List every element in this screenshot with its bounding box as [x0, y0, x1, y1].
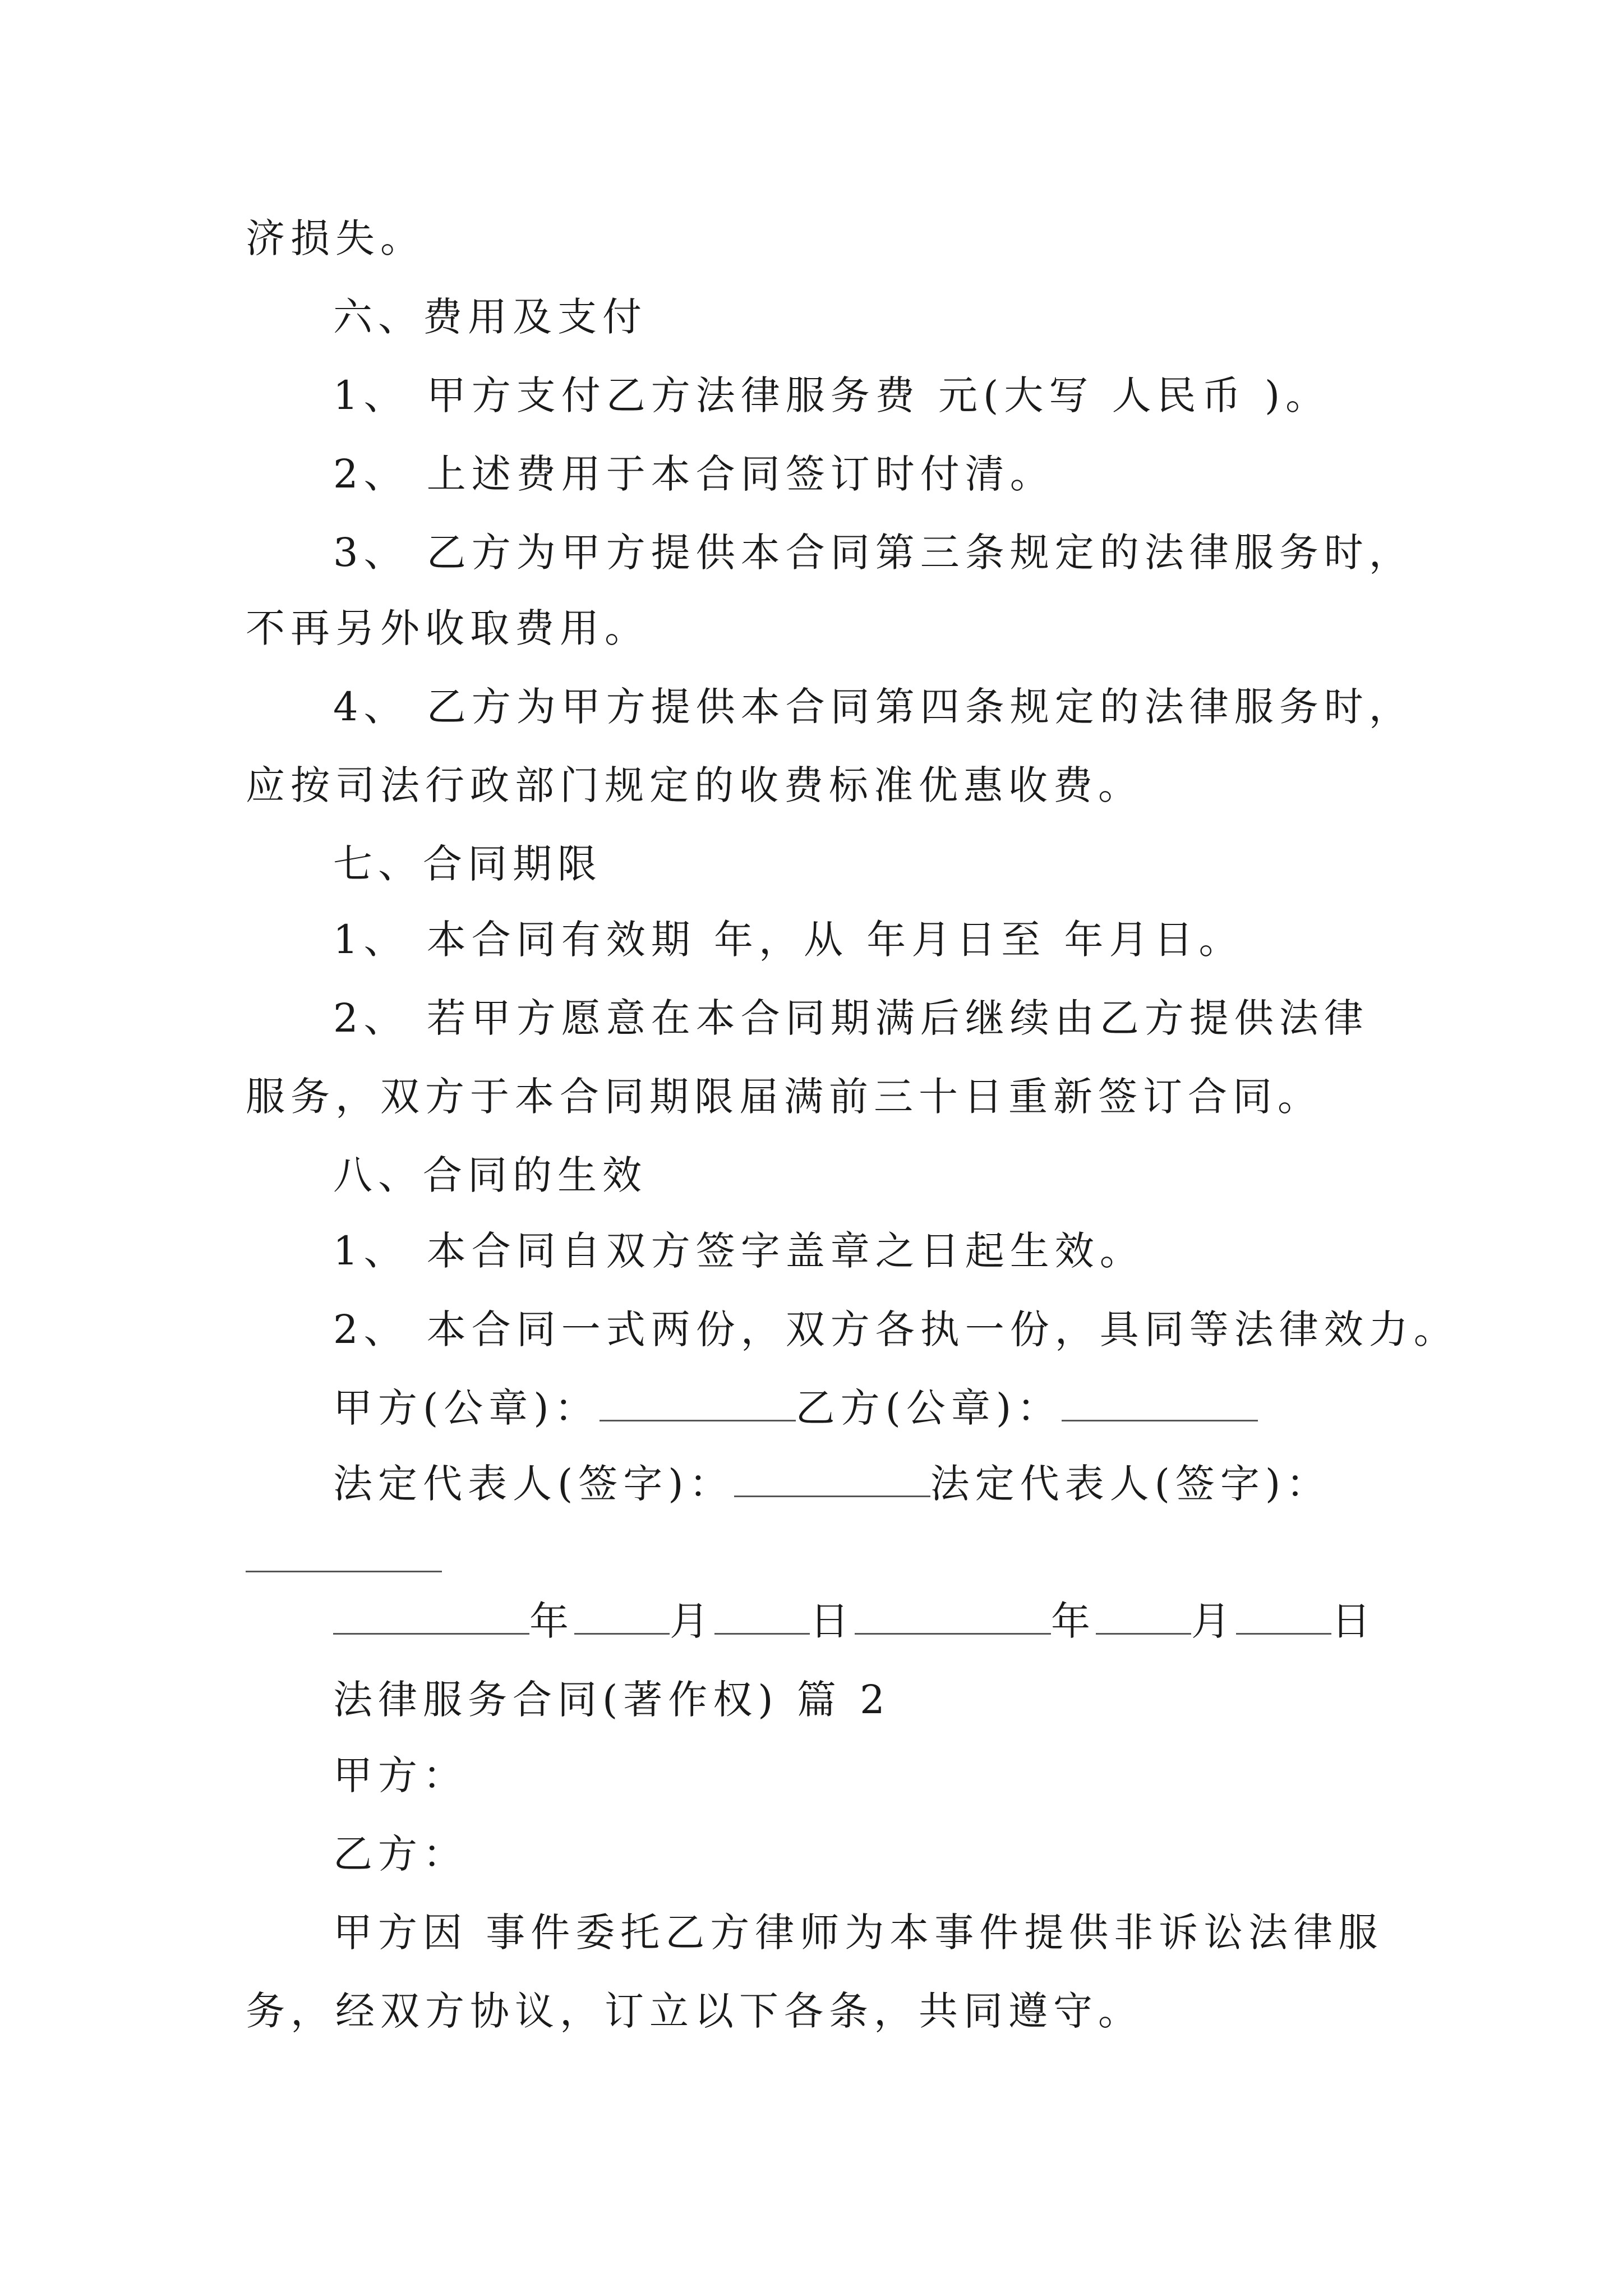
date-a-day-label: 日 [810, 1598, 855, 1644]
clause-line: 1、 本合同自双方签字盖章之日起生效。 [333, 1228, 1145, 1274]
party-b-seal-label: 乙方(公章)： [795, 1385, 1062, 1431]
date-b-year-label: 年 [1051, 1598, 1096, 1644]
rep-b-label: 法定代表人(签字)： [930, 1461, 1331, 1507]
date-a-year-blank[interactable] [333, 1599, 529, 1635]
part2-party-a: 甲方： [333, 1752, 468, 1798]
section-heading: 七、合同期限 [333, 841, 602, 887]
section-heading: 八、合同的生效 [333, 1152, 647, 1198]
clause-line: 1、 甲方支付乙方法律服务费 元(大写 人民币 )。 [333, 372, 1331, 418]
date-b-day-label: 日 [1331, 1598, 1376, 1644]
section-heading: 六、费用及支付 [333, 294, 647, 340]
clause-line: 1、 本合同有效期 年，从 年月日至 年月日。 [333, 917, 1244, 963]
date-a-day-blank[interactable] [714, 1599, 810, 1635]
representative-row [333, 1458, 1331, 1509]
date-a-month-label: 月 [670, 1598, 714, 1644]
clause-line: 2、 本合同一式两份，双方各执一份，具同等法律效力。 [333, 1306, 1459, 1352]
rep-a-blank[interactable] [734, 1462, 930, 1497]
date-row [333, 1596, 1376, 1646]
date-b-day-blank[interactable] [1236, 1599, 1331, 1635]
party-b-seal-blank[interactable] [1062, 1386, 1258, 1421]
clause-line: 4、 乙方为甲方提供本合同第四条规定的法律服务时， [333, 684, 1414, 730]
date-b-year-blank[interactable] [855, 1599, 1051, 1635]
part2-intro-line: 务，经双方协议，订立以下各条，共同遵守。 [246, 1988, 1143, 2034]
part2-intro-line: 甲方因 事件委托乙方律师为本事件提供非诉讼法律服 [333, 1910, 1384, 1955]
party-a-seal-blank[interactable] [600, 1386, 796, 1421]
party-a-seal-label: 甲方(公章)： [333, 1385, 600, 1431]
rep-b-blank[interactable] [246, 1571, 442, 1572]
date-a-year-label: 年 [529, 1598, 574, 1644]
part2-party-b: 乙方： [333, 1831, 468, 1877]
paragraph-line: 济损失。 [246, 215, 425, 261]
clause-line: 应按司法行政部门规定的收费标准优惠收费。 [246, 762, 1143, 808]
date-b-month-blank[interactable] [1096, 1599, 1191, 1635]
clause-line: 2、 上述费用于本合同签订时付清。 [333, 451, 1055, 497]
date-a-month-blank[interactable] [574, 1599, 670, 1635]
clause-line: 3、 乙方为甲方提供本合同第三条规定的法律服务时， [333, 530, 1414, 576]
clause-line: 不再另外收取费用。 [246, 605, 649, 651]
clause-line: 2、 若甲方愿意在本合同期满后继续由乙方提供法律 [333, 995, 1369, 1041]
rep-a-label: 法定代表人(签字)： [333, 1461, 734, 1507]
seal-row [333, 1383, 1258, 1433]
part2-title: 法律服务合同(著作权) 篇 2 [333, 1677, 891, 1723]
date-b-month-label: 月 [1191, 1598, 1236, 1644]
clause-line: 服务，双方于本合同期限届满前三十日重新签订合同。 [246, 1074, 1322, 1120]
